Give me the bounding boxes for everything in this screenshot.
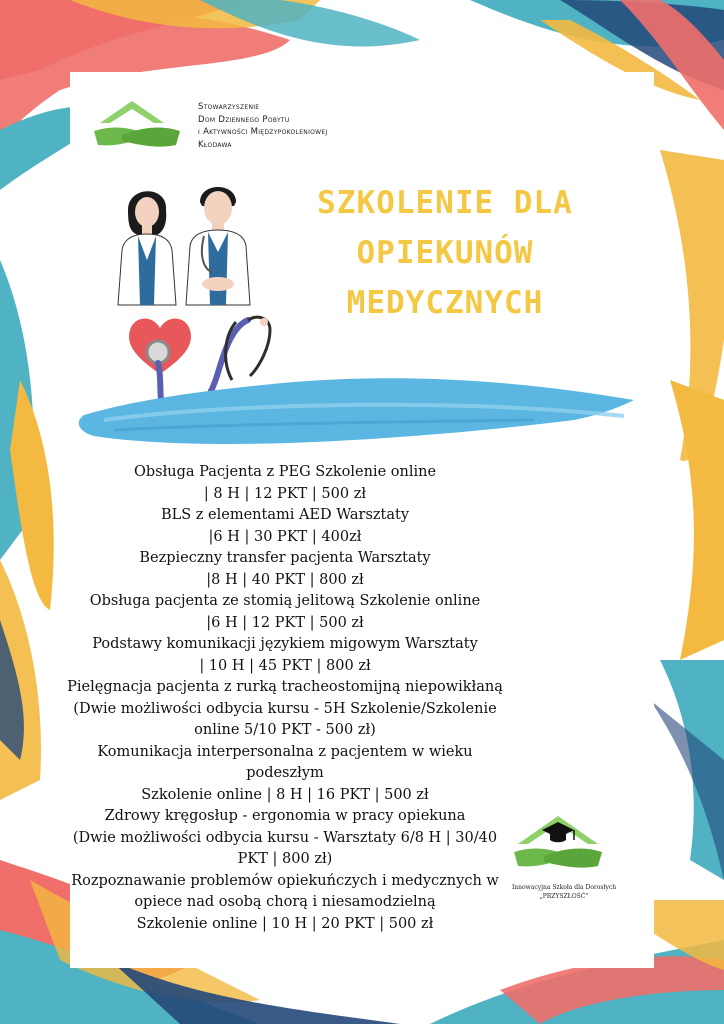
course-line: Podstawy komunikacji językiem migowym Warsztaty bbox=[92, 636, 478, 652]
house-hands-logo-icon bbox=[92, 95, 182, 153]
course-line: Zdrowy kręgosłup - ergonomia w pracy opiekuna bbox=[104, 808, 466, 824]
male-doctor-icon bbox=[186, 187, 250, 305]
course-line: podeszłym bbox=[246, 765, 324, 781]
course-line: Rozpoznawanie problemów opiekuńczych i medycznych w bbox=[71, 872, 499, 889]
blue-brush-stroke bbox=[74, 360, 644, 460]
school-caption bbox=[498, 883, 630, 901]
course-line: PKT | 800 zł) bbox=[237, 851, 333, 867]
organization-name bbox=[198, 101, 328, 151]
organization-line: Stowarzyszenie bbox=[198, 102, 260, 112]
course-line: | 10 H | 45 PKT | 800 zł bbox=[199, 657, 371, 674]
course-line: |6 H | 12 PKT | 500 zł bbox=[206, 614, 364, 631]
course-line: Obsługa pacjenta ze stomią jelitową Szkolenie online bbox=[89, 593, 481, 609]
page-title bbox=[300, 178, 590, 328]
course-line: | 8 H | 12 PKT | 500 zł bbox=[203, 485, 367, 502]
school-tagline: „PRZYSZŁOŚĆ” bbox=[539, 893, 589, 900]
course-line: Szkolenie online | 10 H | 20 PKT | 500 zł bbox=[136, 915, 434, 932]
course-line: |8 H | 40 PKT | 800 zł bbox=[206, 571, 364, 588]
title-line: OPIEKUNÓW bbox=[356, 235, 534, 271]
doctors-illustration bbox=[108, 180, 278, 310]
organization-line: Dom Dziennego Pobytu bbox=[198, 114, 290, 125]
school-name: Innowacyjna Szkoła dla Dorosłych bbox=[511, 884, 617, 891]
course-line: opiece nad osobą chorą i niesamodzielną bbox=[134, 894, 436, 910]
organization-line: Kłodawa bbox=[198, 139, 232, 150]
course-line: BLS z elementami AED Warsztaty bbox=[160, 507, 410, 523]
course-line: Obsługa Pacjenta z PEG Szkolenie online bbox=[133, 464, 437, 480]
course-line: (Dwie możliwości odbycia kursu - Warsztaty 6/8 H | 30/40 bbox=[72, 829, 498, 846]
title-line: MEDYCZNYCH bbox=[346, 285, 544, 321]
course-line: Komunikacja interpersonalna z pacjentem w wieku bbox=[97, 743, 473, 760]
course-line: online 5/10 PKT - 500 zł) bbox=[194, 722, 376, 738]
course-line: (Dwie możliwości odbycia kursu - 5H Szkolenie/Szkolenie bbox=[73, 700, 497, 717]
course-line: Pielęgnacja pacjenta z rurką tracheostomijną niepowikłaną bbox=[67, 679, 503, 695]
graduation-cap-logo-icon bbox=[512, 810, 604, 880]
course-list bbox=[60, 462, 510, 935]
female-doctor-icon bbox=[118, 191, 176, 305]
course-line: Bezpieczny transfer pacjenta Warsztaty bbox=[139, 550, 431, 566]
title-line: SZKOLENIE DLA bbox=[317, 185, 573, 221]
organization-line: i Aktywności Międzypokoleniowej bbox=[198, 127, 328, 137]
course-line: |6 H | 30 PKT | 400zł bbox=[208, 528, 362, 545]
course-line: Szkolenie online | 8 H | 16 PKT | 500 zł bbox=[141, 786, 429, 803]
